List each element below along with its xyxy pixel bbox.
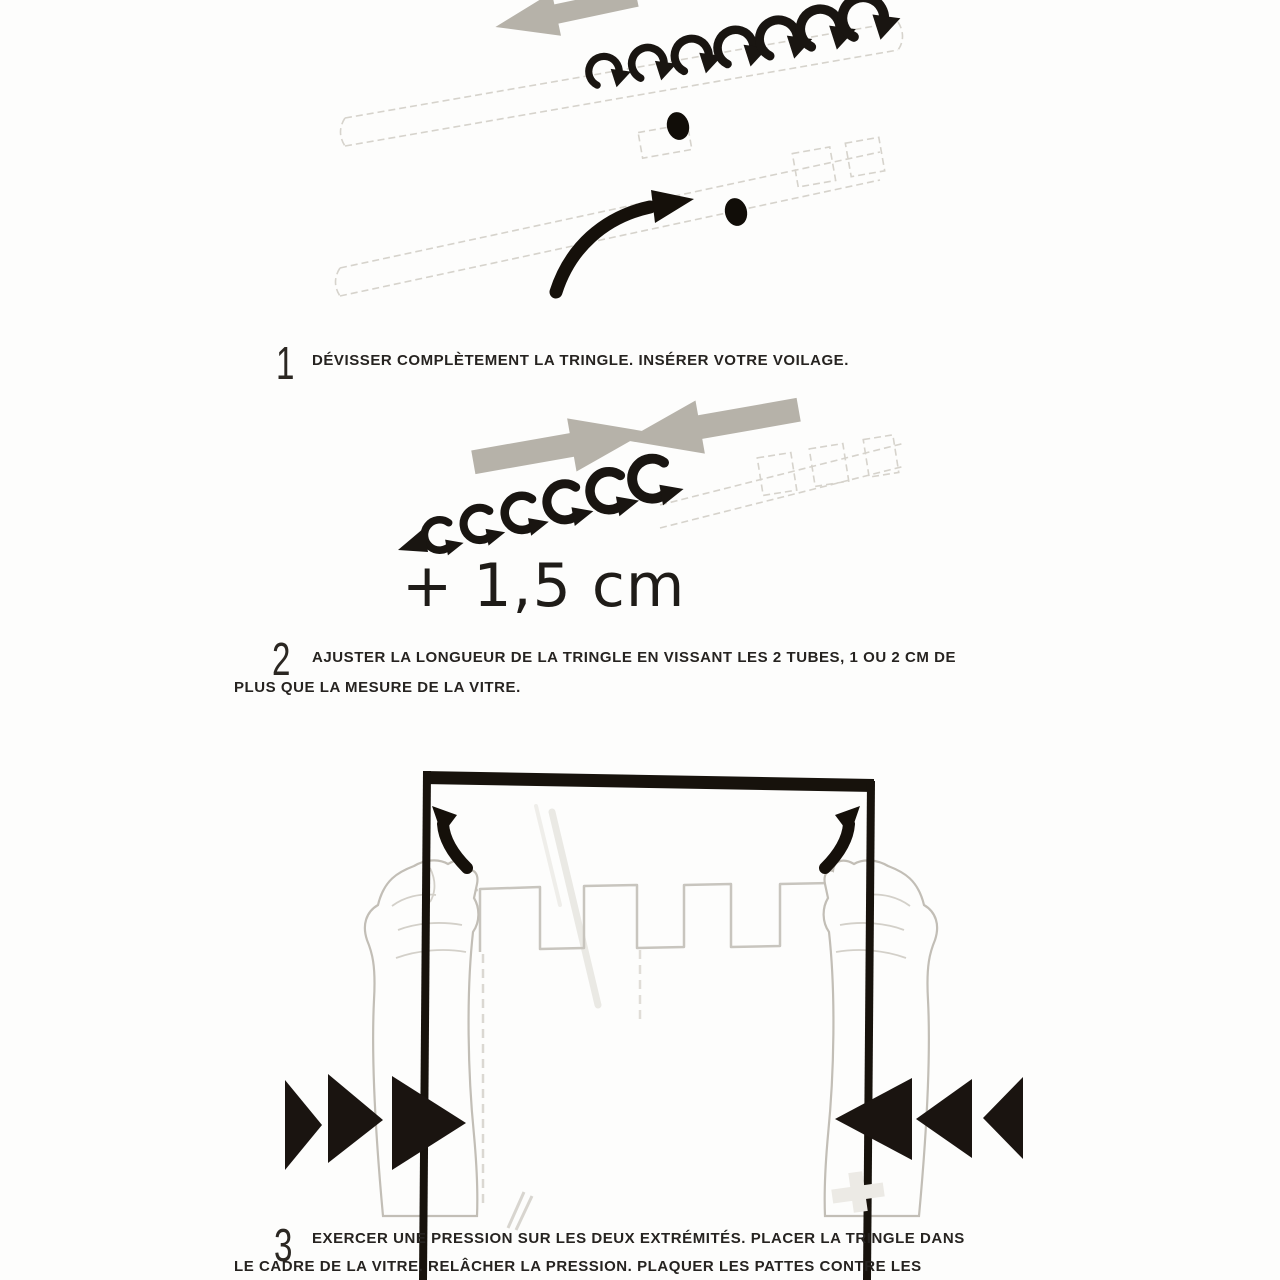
step1-unscrew-illustration bbox=[336, 0, 905, 296]
step1-instruction-line1: DÉVISSER COMPLÈTEMENT LA TRINGLE. INSÉRER VOTRE VOILAGE. bbox=[312, 352, 849, 369]
step1-number: 1 bbox=[276, 337, 295, 389]
insert-curved-arrow-icon bbox=[556, 190, 694, 292]
step2-number: 2 bbox=[272, 633, 291, 685]
step3-window-illustration bbox=[285, 771, 1023, 1280]
step3-number: 3 bbox=[274, 1219, 293, 1271]
step3-instruction-line1: EXERCER UNE PRESSION SUR LES DEUX EXTRÉMITÉS. PLACER LA TRINGLE DANS bbox=[312, 1230, 965, 1247]
gray-slide-arrow-icon bbox=[491, 0, 641, 49]
extra-length-label: + 1,5 cm bbox=[402, 551, 686, 621]
step2-instruction-line1: AJUSTER LA LONGUEUR DE LA TRINGLE EN VISSANT LES 2 TUBES, 1 OU 2 CM DE bbox=[312, 649, 957, 666]
glass-reflection-lines bbox=[508, 806, 598, 1230]
voilage-tab-curtain-sketch bbox=[437, 881, 848, 1208]
step3-instruction-line2: LE CADRE DE LA VITRE. RELÂCHER LA PRESSION. PLAQUER LES PATTES CONTRE LES bbox=[234, 1258, 922, 1275]
step2-instruction-line2: PLUS QUE LA MESURE DE LA VITRE. bbox=[234, 679, 521, 696]
screw-coil-arrows-icon bbox=[398, 454, 686, 559]
corner-rotate-arrow-icon-right bbox=[825, 806, 860, 868]
corner-rotate-arrow-icon-left bbox=[432, 806, 467, 868]
step2-adjust-illustration bbox=[398, 383, 905, 559]
right-hand bbox=[824, 860, 937, 1216]
window-frame bbox=[419, 771, 875, 1280]
rod-end-dots bbox=[664, 110, 750, 228]
unscrew-coil-arrows-icon bbox=[586, 0, 904, 93]
